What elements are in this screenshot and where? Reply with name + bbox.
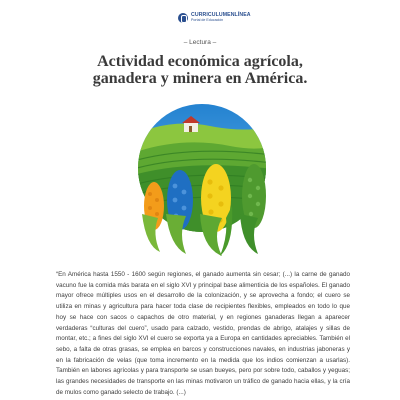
reading-text: “En América hasta 1550 - 1600 según regiones, el ganado aumenta sin cesar; (...) la carne de ganado vacuno fue la comida más barata en el siglo XVI y principal base alimenticia de los españoles. El ganado mayor ofrece múltiples usos en el desarrollo de la colonización, y se aprovecha a fondo; el cuero se utiliza en minas y agricultura para hacer toda clase de recipientes flexibles, empleados en todo lo que hoy se hace con sacos o capachos de otro material, y en regiones ganaderas llegan a aparecer verdaderas “culturas del cuero”, usado para calzado, vestido, prendas de abrigo, atalajes y sillas de montar, etc.; a fines del siglo XVI el cuero se exporta ya a Europa en cantidades apreciables. También el sebo, a falta de otras grasas, se emplea en barcos y construcciones navales, en industrias jaboneras y en la fabricación de velas (que toma incremento en la medida que los indios comienzan a usarlas). También en labores agrícolas y para transporte se usan bueyes, pero por sobre todo, caballos y yeguas; las grandes necesidades de transporte en las minas motivaron un tráfico de ganado hacia ellas, y la cría de mulos como ganado selecto de trabajo. (...) [56,271,350,396]
logo-tagline: Portal de Educación [191,18,224,23]
corn-cob-blue [166,170,193,254]
title-line-2: ganadera y minera en América. [92,70,308,87]
logo-icon [178,13,188,23]
title-line-1: Actividad económica agrícola, [97,53,303,70]
agriculture-illustration [130,96,280,256]
corn-cob-yellow [200,164,232,256]
portal-logo [178,12,251,24]
section-label: – Lectura – [183,39,217,46]
logo-name: CURRICULUMENLÍNEA [191,12,251,19]
corn-field-image [130,96,280,256]
page-title [60,53,340,87]
